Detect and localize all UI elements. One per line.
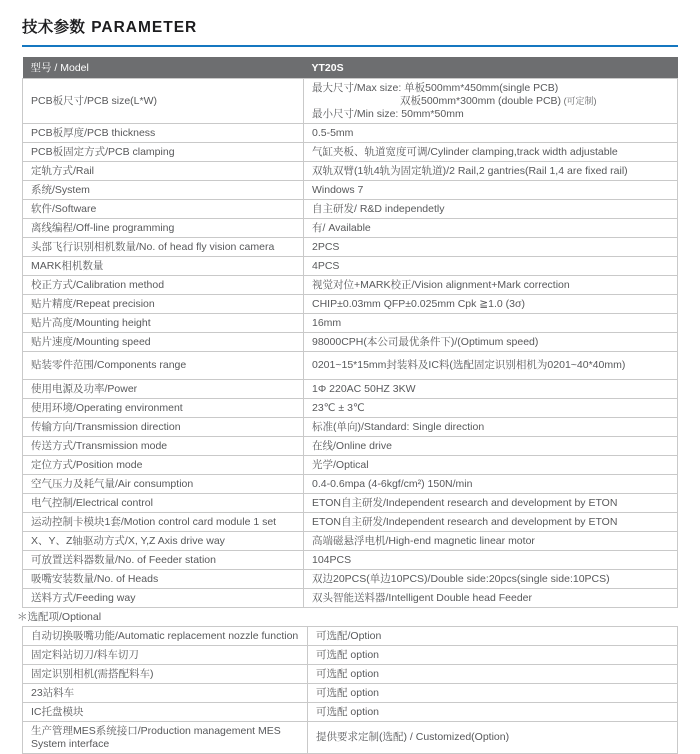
- table-row: [23, 532, 678, 551]
- param-label: 使用电源及功率/Power: [23, 380, 304, 399]
- param-value: 在线/Online drive: [304, 437, 678, 456]
- table-row: [23, 665, 678, 684]
- param-label: 23站料车: [23, 684, 308, 703]
- table-header-row: [23, 57, 678, 79]
- model-column-header: 型号 / Model: [23, 57, 304, 79]
- table-row: [23, 684, 678, 703]
- param-value: ETON自主研发/Independent research and development by ETON: [304, 494, 678, 513]
- param-label: 软件/Software: [23, 200, 304, 219]
- param-label: IC托盘模块: [23, 703, 308, 722]
- param-label: 传输方向/Transmission direction: [23, 418, 304, 437]
- table-row: [23, 79, 678, 124]
- table-row: [23, 589, 678, 608]
- param-label: 送料方式/Feeding way: [23, 589, 304, 608]
- table-row: [23, 399, 678, 418]
- param-value: CHIP±0.03mm QFP±0.025mm Cpk ≧1.0 (3σ): [304, 295, 678, 314]
- param-value: 0.5-5mm: [304, 124, 678, 143]
- param-value: 1Φ 220AC 50HZ 3KW: [304, 380, 678, 399]
- param-label: 可放置送料器数量/No. of Feeder station: [23, 551, 304, 570]
- param-value: 2PCS: [304, 238, 678, 257]
- param-label: PCB板尺寸/PCB size(L*W): [23, 79, 304, 124]
- param-label: 定位方式/Position mode: [23, 456, 304, 475]
- param-value: ETON自主研发/Independent research and development by ETON: [304, 513, 678, 532]
- table-row: [23, 124, 678, 143]
- optional-table: [22, 626, 678, 754]
- param-label: 自动切换吸嘴功能/Automatic replacement nozzle function: [23, 627, 308, 646]
- param-value: 气缸夹板、轨道宽度可调/Cylinder clamping,track width adjustable: [304, 143, 678, 162]
- param-value: 标准(单向)/Standard: Single direction: [304, 418, 678, 437]
- param-label: PCB板固定方式/PCB clamping: [23, 143, 304, 162]
- table-row: [23, 352, 678, 380]
- table-row: [23, 314, 678, 333]
- table-row: [23, 143, 678, 162]
- table-row: [23, 276, 678, 295]
- table-row: [23, 181, 678, 200]
- param-value: 光学/Optical: [304, 456, 678, 475]
- table-row: [23, 257, 678, 276]
- table-row: [23, 333, 678, 352]
- param-value-line: 双板500mm*300mm (double PCB) (可定制): [400, 94, 597, 107]
- param-label: 固定识别相机(需搭配料车): [23, 665, 308, 684]
- param-label: 运动控制卡模块1套/Motion control card module 1 set: [23, 513, 304, 532]
- param-value: 可选配 option: [308, 684, 678, 703]
- param-value: 视觉对位+MARK校正/Vision alignment+Mark correction: [304, 276, 678, 295]
- customizable-note: (可定制): [561, 95, 597, 106]
- optional-section-label: ＊选配项/Optional: [17, 611, 102, 623]
- param-value: 自主研发/ R&D independetly: [304, 200, 678, 219]
- param-value: 双边20PCS(单边10PCS)/Double side:20pcs(single side:10PCS): [304, 570, 678, 589]
- page-title-en: PARAMETER: [91, 19, 198, 36]
- table-row: [23, 380, 678, 399]
- table-row: [23, 200, 678, 219]
- table-row: [23, 494, 678, 513]
- param-label: 贴片精度/Repeat precision: [23, 295, 304, 314]
- table-row: [23, 475, 678, 494]
- param-label: 空气压力及耗气量/Air consumption: [23, 475, 304, 494]
- param-label: 生产管理MES系统接口/Production management MES System interface: [23, 722, 308, 754]
- parameter-table: [22, 57, 678, 608]
- page-title: [22, 17, 678, 39]
- table-row: [23, 722, 678, 754]
- param-label: 头部飞行识别相机数量/No. of head fly vision camera: [23, 238, 304, 257]
- table-row: [23, 570, 678, 589]
- param-value: 双轨双臂(1轨4轨为固定轨道)/2 Rail,2 gantries(Rail 1,4 are fixed rail): [304, 162, 678, 181]
- title-accent-line: [22, 45, 678, 47]
- table-row: [23, 238, 678, 257]
- param-label: 贴片速度/Mounting speed: [23, 333, 304, 352]
- param-label: 系统/System: [23, 181, 304, 200]
- param-value: 104PCS: [304, 551, 678, 570]
- model-value-header: YT20S: [304, 57, 678, 79]
- param-label: 定轨方式/Rail: [23, 162, 304, 181]
- page-title-cn: 技术参数: [22, 19, 86, 36]
- param-value: [304, 79, 678, 124]
- table-row: [23, 703, 678, 722]
- table-row: [23, 627, 678, 646]
- param-value-line: 最大尺寸/Max size: 单板500mm*450mm(single PCB): [312, 81, 559, 94]
- table-row: [23, 513, 678, 532]
- param-label: 贴片高度/Mounting height: [23, 314, 304, 333]
- table-row: [23, 437, 678, 456]
- param-value: 16mm: [304, 314, 678, 333]
- table-row: [23, 162, 678, 181]
- param-value: 0.4-0.6mpa (4-6kgf/cm²) 150N/min: [304, 475, 678, 494]
- param-value-line: 最小尺寸/Min size: 50mm*50mm: [312, 107, 464, 120]
- param-value: 可选配 option: [308, 665, 678, 684]
- table-row: [23, 418, 678, 437]
- param-value: 提供要求定制(选配) / Customized(Option): [308, 722, 678, 754]
- param-value: 可选配 option: [308, 703, 678, 722]
- param-value: 可选配/Option: [308, 627, 678, 646]
- param-label: PCB板厚度/PCB thickness: [23, 124, 304, 143]
- param-value: 0201~15*15mm封装料及IC料(选配固定识别相机为0201~40*40mm): [304, 352, 678, 380]
- param-value: 可选配 option: [308, 646, 678, 665]
- param-label: 电气控制/Electrical control: [23, 494, 304, 513]
- param-label: 离线编程/Off-line programming: [23, 219, 304, 238]
- param-label: 贴装零件范围/Components range: [23, 352, 304, 380]
- table-row: [23, 219, 678, 238]
- table-row: [23, 456, 678, 475]
- param-label: 固定料站切刀/料车切刀: [23, 646, 308, 665]
- param-value: 23℃ ± 3℃: [304, 399, 678, 418]
- param-label: MARK相机数量: [23, 257, 304, 276]
- param-label: 吸嘴安装数量/No. of Heads: [23, 570, 304, 589]
- param-label: 校正方式/Calibration method: [23, 276, 304, 295]
- table-row: [23, 551, 678, 570]
- param-label: 使用环境/Operating environment: [23, 399, 304, 418]
- param-value: 4PCS: [304, 257, 678, 276]
- table-row: [23, 646, 678, 665]
- param-value: 高端磁悬浮电机/High-end magnetic linear motor: [304, 532, 678, 551]
- param-value: 双头智能送料器/Intelligent Double head Feeder: [304, 589, 678, 608]
- param-label: X、Y、Z轴驱动方式/X, Y,Z Axis drive way: [23, 532, 304, 551]
- table-row: [23, 295, 678, 314]
- param-value: 有/ Available: [304, 219, 678, 238]
- param-value: 98000CPH(本公司最优条件下)/(Optimum speed): [304, 333, 678, 352]
- param-value: Windows 7: [304, 181, 678, 200]
- param-label: 传送方式/Transmission mode: [23, 437, 304, 456]
